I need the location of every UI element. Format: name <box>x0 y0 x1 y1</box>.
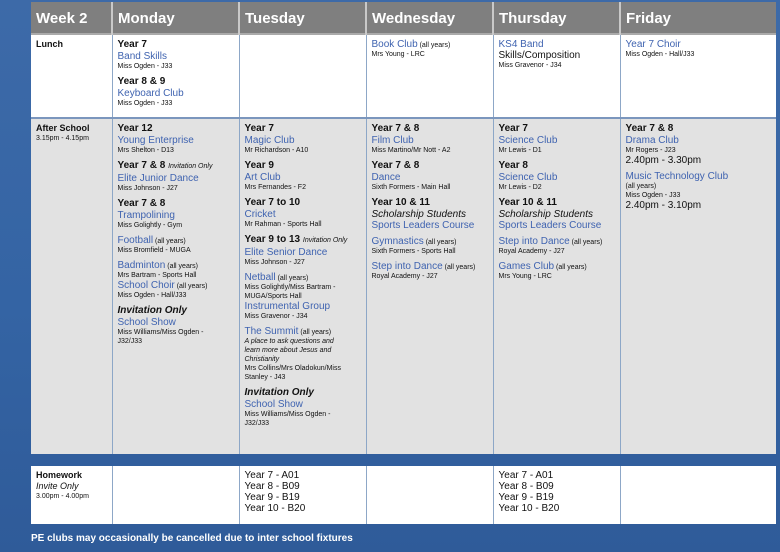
teacher-room: Mrs Fernandes - F2 <box>244 184 306 191</box>
teacher-room: MUGA/Sports Hall <box>244 293 302 300</box>
homework-room: Year 10 - B20 <box>498 503 560 514</box>
teacher-room: Miss Ogden - J33 <box>625 192 681 199</box>
teacher-room: Mr Lewis - D2 <box>498 184 542 191</box>
audience: (all years) <box>167 263 198 270</box>
homework-row <box>31 466 776 524</box>
club-name[interactable]: Keyboard Club <box>117 88 184 99</box>
club-description: Christianity <box>244 356 280 363</box>
club-name[interactable]: Badminton <box>117 260 166 271</box>
audience: (all years) <box>155 238 186 245</box>
teacher-room: Miss Golightly - Gym <box>117 222 183 229</box>
teacher-room: J32/J33 <box>117 338 143 345</box>
club-name[interactable]: Science Club <box>498 172 558 183</box>
eligibility: Scholarship Students <box>498 209 594 220</box>
teacher-room: Miss Gravenor - J34 <box>498 62 562 69</box>
row-subtitle: Invite Only <box>36 481 79 491</box>
after-thursday <box>493 118 620 454</box>
audience: (all years) <box>444 264 476 271</box>
after-friday <box>620 118 776 454</box>
timetable <box>31 2 776 524</box>
club-name[interactable]: Science Club <box>498 135 558 146</box>
teacher-room: Miss Golightly/Miss Bartram - <box>244 284 336 291</box>
after-school-row <box>31 118 776 454</box>
club-name[interactable]: Young Enterprise <box>117 135 194 146</box>
audience: (all years) <box>425 239 457 246</box>
club-name[interactable]: Step into Dance <box>371 261 443 272</box>
homework-label-cell <box>31 466 112 524</box>
year-group: Year 7 & 8 <box>371 160 420 171</box>
homework-room: Year 8 - B09 <box>244 481 300 492</box>
homework-room: Year 9 - B19 <box>498 492 554 503</box>
teacher-room: Mrs Young - LRC <box>498 273 552 280</box>
teacher-room: J32/J33 <box>244 420 270 427</box>
audience: (all years) <box>300 329 332 336</box>
year-group: Year 10 & 11 <box>371 197 430 208</box>
audience: (all years) <box>571 239 603 246</box>
row-label: After School <box>36 123 90 133</box>
club-name[interactable]: Drama Club <box>625 135 679 146</box>
teacher-room: Mr Richardson - A10 <box>244 147 309 154</box>
club-name[interactable]: KS4 Band <box>498 39 544 50</box>
club-name[interactable]: Magic Club <box>244 135 295 146</box>
invitation-note: Invitation Only <box>302 237 348 244</box>
year-group: Year 9 <box>244 160 274 171</box>
day-friday: Friday <box>620 2 776 34</box>
day-wednesday: Wednesday <box>366 2 493 34</box>
year-group: Year 7 <box>117 39 147 50</box>
day-monday: Monday <box>112 2 239 34</box>
club-name[interactable]: School Show <box>244 399 303 410</box>
club-name[interactable]: Band Skills <box>117 51 167 62</box>
year-group: Year 7 <box>498 123 528 134</box>
club-name[interactable]: Step into Dance <box>498 236 570 247</box>
lunch-row <box>31 34 776 118</box>
year-group: Year 10 & 11 <box>498 197 557 208</box>
club-description: A place to ask questions and <box>244 338 334 345</box>
club-name[interactable]: The Summit <box>244 326 299 337</box>
homework-thursday <box>493 466 620 524</box>
club-name[interactable]: Netball <box>244 272 276 283</box>
teacher-room: Mrs Collins/Mrs Oladokun/Miss <box>244 365 341 372</box>
homework-room: Year 7 - A01 <box>498 470 554 481</box>
teacher-room: Miss Ogden - J33 <box>117 63 173 70</box>
year-group: Year 7 to 10 <box>244 197 301 208</box>
lunch-tuesday <box>239 34 366 118</box>
invitation-heading: Invitation Only <box>244 387 314 398</box>
teacher-room: Miss Ogden - Hall/J33 <box>117 292 187 299</box>
club-name[interactable]: School Choir <box>117 280 175 291</box>
club-name[interactable]: School Show <box>117 317 176 328</box>
after-school-label-cell <box>31 118 112 454</box>
teacher-room: Royal Academy - J27 <box>498 248 565 255</box>
club-name[interactable]: Film Club <box>371 135 414 146</box>
club-name[interactable]: Games Club <box>498 261 555 272</box>
club-name[interactable]: Gymnastics <box>371 236 424 247</box>
homework-room: Year 9 - B19 <box>244 492 300 503</box>
teacher-room: Sixth Formers - Main Hall <box>371 184 451 191</box>
year-group: Year 7 & 8 <box>371 123 420 134</box>
teacher-room: Miss Bromfield - MUGA <box>117 247 191 254</box>
club-name[interactable]: Year 7 Choir <box>625 39 681 50</box>
club-description: learn more about Jesus and <box>244 347 332 354</box>
teacher-room: Mrs Young - LRC <box>371 51 425 58</box>
club-name[interactable]: Elite Junior Dance <box>117 173 199 184</box>
club-detail: Skills/Composition <box>498 50 581 61</box>
year-group: Year 12 <box>117 123 153 134</box>
after-monday <box>112 118 239 454</box>
audience: (all years) <box>277 275 309 282</box>
session-time: 2.40pm - 3.10pm <box>625 200 702 211</box>
club-name[interactable]: Music Technology Club <box>625 171 729 182</box>
year-group: Year 8 & 9 <box>117 76 166 87</box>
year-group: Year 7 & 8 <box>625 123 674 134</box>
lunch-monday <box>112 34 239 118</box>
after-tuesday <box>239 118 366 454</box>
homework-wednesday <box>366 466 493 524</box>
club-name[interactable]: Sports Leaders Course <box>371 220 475 231</box>
teacher-room: Miss Gravenor - J34 <box>244 313 308 320</box>
header-row <box>31 2 776 34</box>
teacher-room: Mrs Shelton - D13 <box>117 147 174 154</box>
teacher-room: Mr Rogers - J23 <box>625 147 676 154</box>
club-name[interactable]: Art Club <box>244 172 281 183</box>
teacher-room: Miss Johnson - J27 <box>117 185 178 192</box>
row-label: Lunch <box>36 39 63 49</box>
invitation-heading: Invitation Only <box>117 305 187 316</box>
row-gap <box>31 454 776 466</box>
row-time: 3.15pm - 4.15pm <box>36 135 89 142</box>
row-label: Homework <box>36 470 83 480</box>
teacher-room: Stanley - J43 <box>244 374 286 381</box>
homework-friday <box>620 466 776 524</box>
club-name[interactable]: Football <box>117 235 154 246</box>
week-label: Week 2 <box>31 2 112 34</box>
teacher-room: Miss Williams/Miss Ogden - <box>117 329 204 336</box>
club-name[interactable]: Sports Leaders Course <box>498 220 602 231</box>
club-name[interactable]: Cricket <box>244 209 276 220</box>
homework-room: Year 10 - B20 <box>244 503 306 514</box>
club-name[interactable]: Dance <box>371 172 401 183</box>
year-group: Year 8 <box>498 160 528 171</box>
lunch-friday <box>620 34 776 118</box>
club-name[interactable]: Trampolining <box>117 210 175 221</box>
teacher-room: Mr Rahman - Sports Hall <box>244 221 322 228</box>
eligibility: Scholarship Students <box>371 209 467 220</box>
teacher-room: Miss Ogden - Hall/J33 <box>625 51 695 58</box>
teacher-room: Miss Martino/Mr Nott - A2 <box>371 147 451 154</box>
audience: (all years) <box>625 183 657 190</box>
club-name[interactable]: Elite Senior Dance <box>244 247 328 258</box>
year-group: Year 7 <box>244 123 274 134</box>
club-name[interactable]: Instrumental Group <box>244 301 331 312</box>
timetable-grid <box>31 2 776 524</box>
session-time: 2.40pm - 3.30pm <box>625 155 702 166</box>
footer-note: PE clubs may occasionally be cancelled due to inter school fixtures <box>31 533 353 544</box>
day-thursday: Thursday <box>493 2 620 34</box>
audience: (all years) <box>419 42 451 49</box>
homework-room: Year 8 - B09 <box>498 481 554 492</box>
teacher-room: Miss Ogden - J33 <box>117 100 173 107</box>
teacher-room: Royal Academy - J27 <box>371 273 438 280</box>
year-group: Year 9 to 13 Invitation Only <box>244 234 348 245</box>
teacher-room: Miss Williams/Miss Ogden - <box>244 411 331 418</box>
homework-tuesday <box>239 466 366 524</box>
audience: (all years) <box>556 264 587 271</box>
day-tuesday: Tuesday <box>239 2 366 34</box>
teacher-room: Sixth Formers - Sports Hall <box>371 248 456 255</box>
teacher-room: Miss Johnson - J27 <box>244 259 305 266</box>
teacher-room: Mrs Bartram - Sports Hall <box>117 272 197 279</box>
after-wednesday <box>366 118 493 454</box>
lunch-thursday <box>493 34 620 118</box>
lunch-label-cell <box>31 34 112 118</box>
homework-room: Year 7 - A01 <box>244 470 300 481</box>
lunch-wednesday <box>366 34 493 118</box>
year-group: Year 7 & 8 Invitation Only <box>117 160 213 171</box>
audience: (all years) <box>176 283 208 290</box>
invitation-note: Invitation Only <box>168 163 213 170</box>
homework-monday <box>112 466 239 524</box>
teacher-room: Mr Lewis - D1 <box>498 147 542 154</box>
row-time: 3.00pm - 4.00pm <box>36 493 89 500</box>
club-name[interactable]: Book Club <box>371 39 418 50</box>
year-group: Year 7 & 8 <box>117 198 166 209</box>
